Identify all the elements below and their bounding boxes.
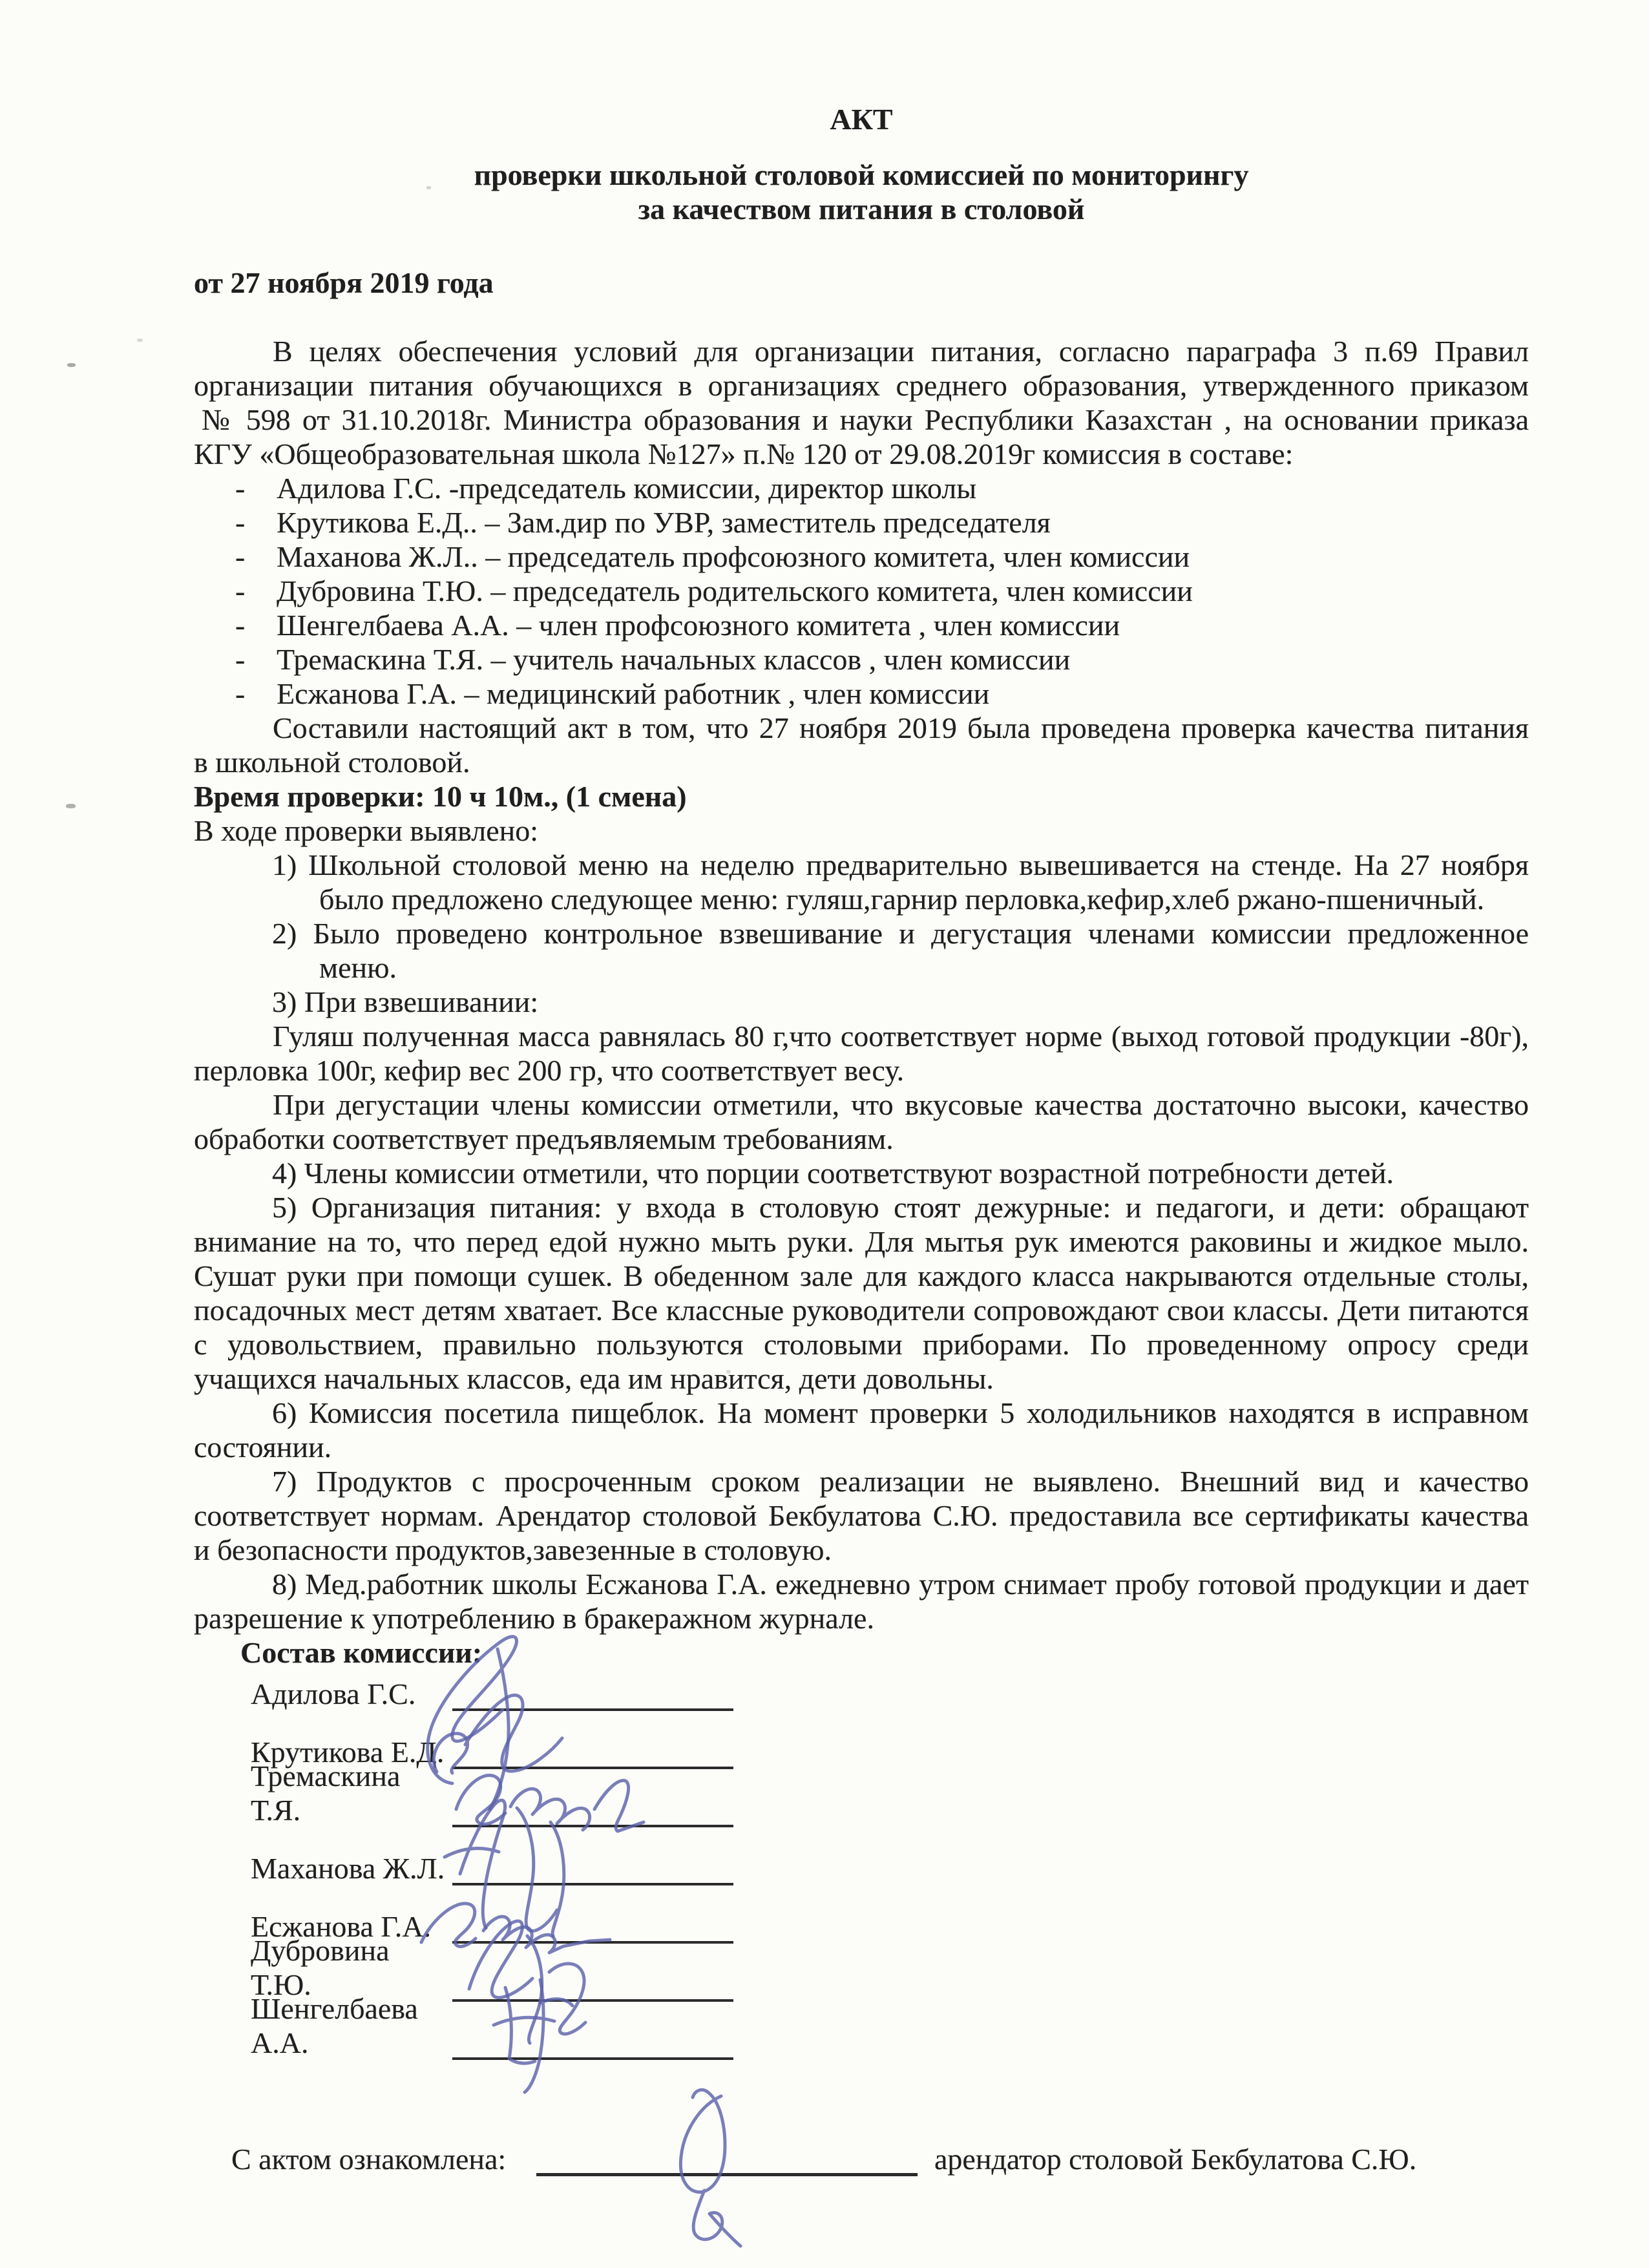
dash-bullet: - [235, 677, 246, 710]
finding-line: 5) Организация питания: у входа в столовую стоят дежурные: и педагоги, и дети: обращают [272, 1191, 1529, 1224]
scan-edge-mark [67, 363, 76, 367]
finding-line: внимание на то, что перед едой нужно мыть руки. Для мытья рук имеются раковины и жидкое мыло. [194, 1225, 1529, 1258]
doc-date-line: от 27 ноября 2019 года [194, 266, 494, 299]
signature-blank-line [452, 1825, 733, 1827]
finding-line: 2) Было проведено контрольное взвешивание и дегустация членами комиссии предложенное [272, 917, 1529, 950]
scan-speck [426, 186, 431, 189]
signature-name: Дубровина Т.Ю. [251, 1934, 390, 2001]
acknowledgement-blank-line [536, 2173, 918, 2176]
signature-blank-line [452, 2057, 733, 2060]
findings-intro: В ходе проверки выявлено: [194, 814, 539, 847]
member-text: Есжанова Г.А. – медицинский работник , член комиссии [277, 677, 990, 710]
scan-edge-mark [66, 804, 76, 808]
dash-bullet: - [235, 540, 246, 573]
signature-blank-line [452, 1999, 733, 2002]
intro-line: КГУ «Общеобразовательная школа №127» п.№ 120 от 29.08.2019г комиссия в составе: [194, 437, 1294, 470]
acknowledgement-label: С актом ознакомлена: [231, 2143, 507, 2176]
member-item [194, 608, 1529, 642]
signature-blank-line [452, 1883, 733, 1885]
finding-line: Сушат руки при помощи сушек. В обеденном зале для каждого класса накрываются отдельные столы, [194, 1259, 1529, 1292]
signature-blank-line [452, 1941, 733, 1944]
member-item [194, 540, 1529, 574]
finding-line: обработки соответствует предъявляемым требованиям. [194, 1122, 894, 1155]
member-text: Адилова Г.С. -председатель комиссии, директор школы [277, 472, 977, 505]
member-item [194, 471, 1529, 505]
member-item [194, 505, 1529, 540]
finding-line: 1) Школьной столовой меню на неделю предварительно вывешивается на стенде. На 27 ноября [272, 848, 1529, 881]
finding-line: разрешение к употреблению в бракеражном журнале. [194, 1602, 874, 1635]
finding-line: перловка 100г, кефир вес 200 гр, что соответствует весу. [194, 1054, 905, 1087]
body-line: в школьной столовой. [194, 746, 470, 779]
intro-line: организации питания обучающихся в организациях среднего образования, утвержденного приказом [194, 369, 1529, 402]
acknowledgement-row [194, 2112, 1529, 2176]
intro-line: В целях обеспечения условий для организации питания, согласно параграфа 3 п.69 Правил [273, 335, 1529, 368]
signature-row [194, 1827, 1529, 1885]
finding-line: Гуляш полученная масса равнялась 80 г,что соответствует норме (выход готовой продукции -80г), [273, 1020, 1529, 1053]
member-text: Дубровина Т.Ю. – председатель родительского комитета, член комиссии [277, 574, 1193, 607]
body-line: Составили настоящий акт в том, что 27 ноября 2019 была проведена проверка качества питания [273, 711, 1529, 744]
finding-line: и безопасности продуктов,завезенные в столовую. [194, 1533, 832, 1566]
signature-blank-line [452, 1708, 733, 1711]
signature-blank-line [452, 1767, 733, 1769]
finding-line: учащихся начальных классов, еда им нравится, дети довольны. [194, 1362, 994, 1395]
acknowledgement-signer: арендатор столовой Бекбулатова С.Ю. [934, 2143, 1417, 2176]
member-text: Маханова Ж.Л.. – председатель профсоюзного комитета, член комиссии [277, 540, 1190, 573]
dash-bullet: - [235, 506, 246, 539]
signature-name: Есжанова Г.А. [251, 1910, 431, 1943]
check-time-line: Время проверки: 10 ч 10м., (1 смена) [194, 780, 687, 813]
dash-bullet: - [235, 609, 246, 642]
finding-line: 7) Продуктов с просроченным сроком реализации не выявлено. Внешний вид и качество [272, 1465, 1529, 1498]
finding-line: было предложено следующее меню: гуляш,гарнир перловка,кефир,хлеб ржано-пшеничный. [319, 883, 1485, 916]
member-item [194, 677, 1529, 711]
finding-line: меню. [319, 951, 397, 984]
finding-line: с удовольствием, правильно пользуются столовыми приборами. По проведенному опросу среди [194, 1328, 1529, 1361]
finding-line: 4) Члены комиссии отметили, что порции соответствуют возрастной потребности детей. [272, 1157, 1394, 1190]
finding-line: 8) Мед.работник школы Есжанова Г.А. ежедневно утром снимает пробу готовой продукции и дает [272, 1568, 1529, 1601]
doc-title: АКТ [830, 103, 893, 136]
intro-line: № 598 от 31.10.2018г. Министра образования и науки Республики Казахстан , на основании приказа [202, 403, 1529, 436]
signature-row [194, 1992, 1529, 2060]
signature-row [194, 1759, 1529, 1827]
dash-bullet: - [235, 643, 246, 676]
dash-bullet: - [235, 472, 246, 505]
doc-subtitle-1: проверки школьной столовой комиссией по мониторингу [474, 158, 1249, 191]
doc-subtitle-2: за качеством питания в столовой [638, 193, 1085, 226]
member-text: Тремаскина Т.Я. – учитель начальных классов , член комиссии [277, 643, 1071, 676]
member-item [194, 574, 1529, 608]
finding-line: При дегустации члены комиссии отметили, что вкусовые качества достаточно высоки, качество [273, 1088, 1529, 1121]
signature-name: Шенгелбаева А.А. [251, 1992, 418, 2059]
finding-line: посадочных мест детям хватает. Все классные руководители сопровождают свои классы. Дети питаются [194, 1294, 1529, 1327]
finding-line: 3) При взвешивании: [272, 985, 539, 1018]
signature-name: Адилова Г.С. [251, 1677, 416, 1710]
member-text: Крутикова Е.Д.. – Зам.дир по УВР, заместитель председателя [277, 506, 1051, 539]
scan-speck [726, 1370, 731, 1374]
finding-line: соответствует нормам. Арендатор столовой Бекбулатова С.Ю. предоставила все сертификаты качества [194, 1499, 1529, 1532]
signature-name: Маханова Ж.Л. [251, 1852, 445, 1885]
signature-name: Крутикова Е.Д. [251, 1736, 445, 1769]
member-item [194, 642, 1529, 677]
signature-name: Тремаскина Т.Я. [251, 1759, 401, 1827]
commission-heading: Состав комиссии: [240, 1636, 483, 1669]
scan-speck [137, 339, 143, 342]
dash-bullet: - [235, 574, 246, 607]
member-text: Шенгелбаева А.А. – член профсоюзного комитета , член комиссии [277, 609, 1120, 642]
finding-line: 6) Комиссия посетила пищеблок. На момент проверки 5 холодильников находятся в исправном [272, 1396, 1529, 1429]
finding-line: состоянии. [194, 1431, 332, 1464]
